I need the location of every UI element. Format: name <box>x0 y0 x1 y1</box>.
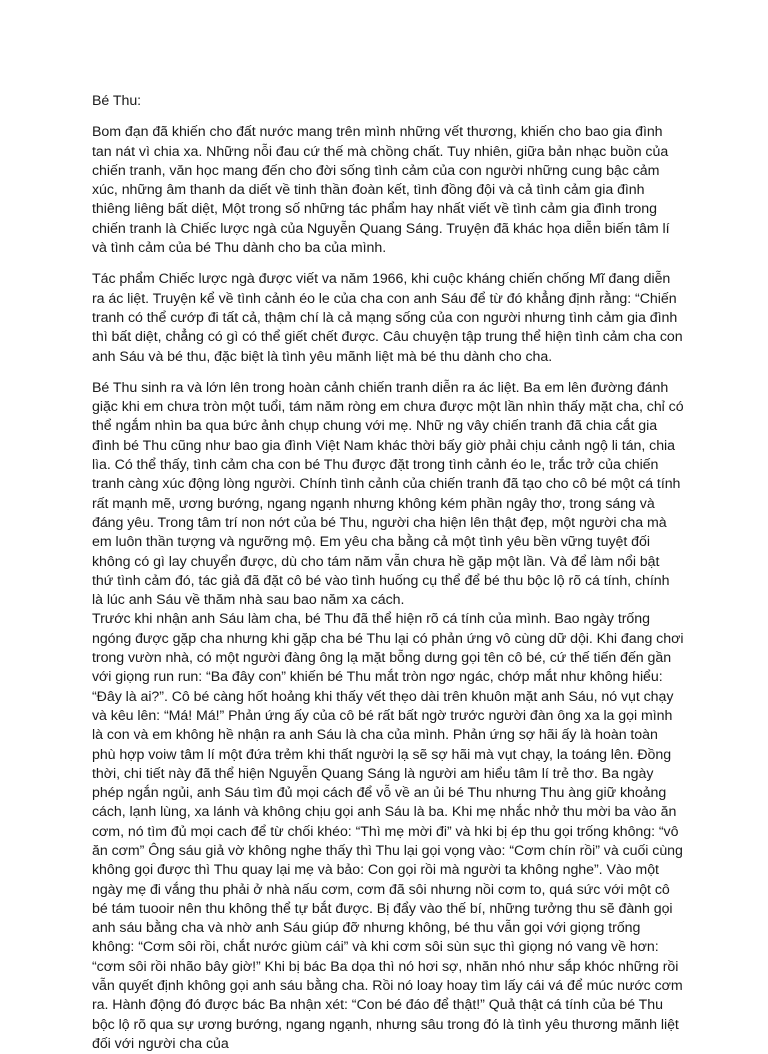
document-title: Bé Thu: <box>92 93 142 109</box>
paragraph-circumstance: Bé Thu sinh ra và lớn lên trong hoàn cảnh chiến tranh diễn ra ác liệt. Ba em lên đường đánh giặc khi em chưa tròn một tuổi, tám năm ròng em chưa được một lần nhìn thấy mặt cha, chỉ có thể ngắm nhìn ba qua bức ảnh chụp chung với mẹ. Nhữ ng vây chiến tranh đã chia cắt gia đình bé Thu cũng như bao gia đình Việt Nam khác thời bấy giờ phải chịu cảnh ngộ li tán, chia lìa. Có thể thấy, tình cảm cha con bé Thu được đặt trong tình cảnh éo le, trắc trở của chiến tranh càng xúc động lòng người. Chính tình cảnh của chiến tranh đã tạo cho cô bé một cá tính rất mạnh mẽ, ương bướng, ngang ngạnh nhưng không kém phần ngây thơ, trong sáng và đáng yêu. Trong tâm trí non nớt của bé Thu, người cha hiện lên thật đẹp, một người cha mà em luôn thần tượng và ngưỡng mộ. Em yêu cha bằng cả một tình yêu bền vững tuyệt đối không có gì lay chuyển được, dù cho tám năm vẫn chưa hề gặp một lần. Và để làm nổi bật thứ tình cảm đó, tác giả đã đặt cô bé vào tình huống cụ thể để bé thu bộc lộ rõ cá tính, chính là lúc anh Sáu về thăm nhà sau bao năm xa cách. <box>92 379 684 609</box>
paragraph-before-recognition: Trước khi nhận anh Sáu làm cha, bé Thu đã thể hiện rõ cá tính của mình. Bao ngày trống ngóng được gặp cha nhưng khi gặp cha bé Thu lại có phản ứng vô cùng dữ dội. Khi đang chơi trong vườn nhà, có một người đàng ông lạ mặt bỗng dưng gọi tên cô bé, cứ thế tiến đến gần với giọng run run: “Ba đây con” khiến bé Thu mắt tròn ngơ ngác, chớp mắt như không hiểu: “Đây là ai?”. Cô bé càng hốt hoảng khi thấy vết thẹo dài trên khuôn mặt anh Sáu, nó vụt chạy và kêu lên: “Má! Má!” Phản ứng ấy của cô bé rất bất ngờ trước người đàn ông xa la gọi mình là con và em không hề nhận ra anh Sáu là cha của mình. Phản ứng sợ hãi ấy là hoàn toàn phù hợp voiw tâm lí một đứa trẻm khi thất người lạ sẽ sợ hãi mà vụt chạy, la toáng lên. Đồng thời, chi tiết này đã thể hiện Nguyễn Quang Sáng là người am hiểu tâm lí trẻ thơ. Ba ngày phép ngắn ngủi, anh Sáu tìm đủ mọi cách để vỗ về an ủi bé Thu nhưng Thu àng giữ khoảng cách, lạnh lùng, xa lánh và không chịu gọi anh Sáu là ba. Khi mẹ nhắc nhở thu mời ba vào ăn cơm, nó tìm đủ mọi cach để từ chối khéo: “Thì mẹ mời đi” và hki bị ép thu gọi trống không: “vô ăn cơm” Ông sáu giả vờ không nghe thấy thì Thu lại gọi vọng vào: “Cơm chín rồi” và cuối cùng không gọi được thì Thu quay lại mẹ và bảo: Con gọi rồi mà người ta không nghe”. Vào một ngày mẹ đi vắng thu phải ở nhà nấu cơm, cơm đã sôi nhưng nồi cơm to, quá sức với một cô bé tám tuooir nên thu không thể tự bắt được. Bị đẩy vào thế bí, những tưởng thu sẽ đành gọi anh sáu bằng cha và nhờ anh Sáu giúp đỡ nhưng không, bé thu vẫn gọi với giọng trống không: “Cơm sôi rồi, chắt nước giùm cái” và khi cơm sôi sùn sục thì giọng nó vang về hơn: “cơm sôi rồi nhão bây giờ!” Khi bị bác Ba dọa thì nó hơi sợ, nhăn nhó như sắp khóc những rồi vẫn quyết định không gọi anh sáu bằng cha. Rồi nó loay hoay tìm lấy cái vá để múc nước cơm ra. Hành động đó được bác Ba nhận xét: “Con bé đáo để thật!” Quả thật cá tính của bé Thu bộc lộ rõ qua sự ương bướng, ngang ngạnh, nhưng sâu trong đó là tình yêu thương mãnh liệt đối với người cha của <box>92 611 684 1052</box>
paragraph-intro: Bom đạn đã khiến cho đất nước mang trên mình những vết thương, khiến cho bao gia đình tan nát vì chia xa. Những nỗi đau cứ thế mà chồng chất. Tuy nhiên, giữa bản nhạc buồn của chiến tranh, văn học mang đến cho đời sống tình cảm của con người những cung bậc cảm xúc, những âm thanh da diết về tinh thần đoàn kết, tình đồng đội và cả tình cảm gia đình thiêng liêng bất diệt, Một trong số những tác phẩm hay nhất viết về tình cảm gia đình trong chiến tranh là Chiếc lược ngà của Nguyễn Quang Sáng. Truyện đã khác họa diễn biến tâm lí và tình cảm của bé Thu dành cho ba của mình. <box>92 124 670 257</box>
paragraph-work-context: Tác phẩm Chiếc lược ngà được viết va năm 1966, khi cuộc kháng chiến chống Mĩ đang diễn ra ác liệt. Truyện kể về tình cảnh éo le của cha con anh Sáu để từ đó khẳng định rằng: “Chiến tranh có thể cướp đi tất cả, thậm chí là cả mạng sống của con người nhưng tình cảm gia đình thì bất diệt, chẳng có gì có thể giết chết được. Câu chuyện tập trung thể hiện tình cảm cha con anh Sáu và bé thu, đặc biệt là tình yêu mãnh liệt mà bé thu dành cho cha. <box>92 271 683 365</box>
document-page <box>92 92 684 1054</box>
